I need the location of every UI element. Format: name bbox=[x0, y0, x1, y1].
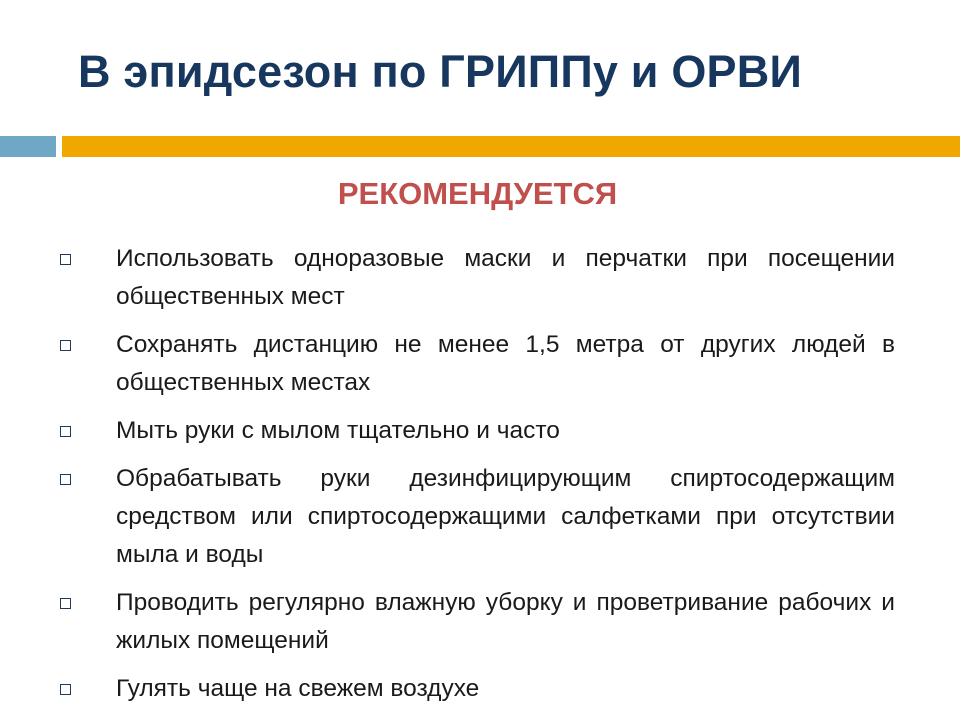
square-bullet-icon bbox=[60, 254, 71, 265]
square-bullet-icon bbox=[60, 684, 71, 695]
list-item-text: Обрабатывать руки дезинфицирующим спиртосодержащим средством или спиртосодержащими салфетками при отсутствии мыла и воды bbox=[116, 465, 895, 568]
slide-title: В эпидсезон по ГРИППу и ОРВИ bbox=[78, 46, 803, 97]
square-bullet-icon bbox=[60, 474, 71, 485]
list-item-text: Гулять чаще на свежем воздухе bbox=[116, 675, 480, 702]
list-item bbox=[60, 240, 895, 316]
accent-bar-right bbox=[62, 136, 960, 157]
list-item-text: Сохранять дистанцию не менее 1,5 метра от других людей в общественных местах bbox=[116, 331, 895, 396]
list-item-text: Мыть руки с мылом тщательно и часто bbox=[116, 417, 560, 444]
list-item bbox=[60, 670, 895, 708]
square-bullet-icon bbox=[60, 598, 71, 609]
accent-bar-left bbox=[0, 136, 56, 157]
list-item bbox=[60, 326, 895, 402]
square-bullet-icon bbox=[60, 426, 71, 437]
slide-subtitle: РЕКОМЕНДУЕТСЯ bbox=[337, 176, 618, 211]
list-item-text: Проводить регулярно влажную уборку и проветривание рабочих и жилых помещений bbox=[116, 589, 895, 654]
recommendations-list bbox=[60, 240, 895, 718]
square-bullet-icon bbox=[60, 340, 71, 351]
list-item bbox=[60, 460, 895, 574]
list-item-text: Использовать одноразовые маски и перчатки при посещении общественных мест bbox=[116, 245, 895, 310]
list-item bbox=[60, 584, 895, 660]
list-item bbox=[60, 412, 895, 450]
